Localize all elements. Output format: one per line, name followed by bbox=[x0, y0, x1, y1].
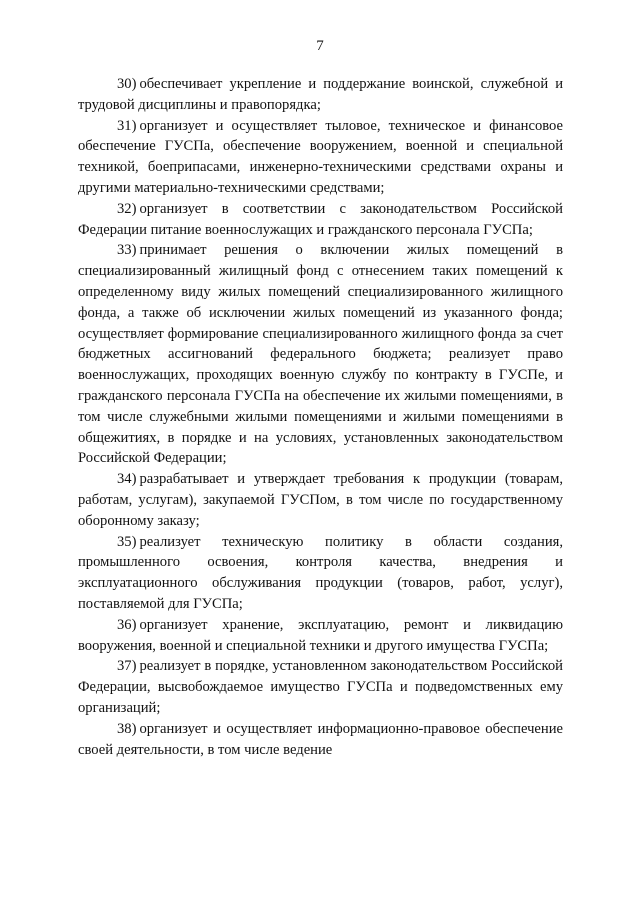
item-number: 36) bbox=[117, 616, 137, 633]
list-item-34 bbox=[78, 469, 563, 531]
item-number: 31) bbox=[117, 117, 137, 134]
item-text: разрабатывает и утверждает требования к продукции (товарам, работам, услугам), закупаемой ГУСПом, в том числе по государственному оборонному заказу; bbox=[78, 471, 563, 529]
item-number: 34) bbox=[117, 471, 137, 488]
item-text: реализует в порядке, установленном законодательством Российской Федерации, высвобождаемое имущество ГУСПа и подведомственных ему организаций; bbox=[78, 658, 563, 716]
item-text: организует в соответствии с законодательством Российской Федерации питание военнослужащих и гражданского персонала ГУСПа; bbox=[78, 200, 563, 238]
list-item-32 bbox=[78, 199, 563, 241]
item-text: реализует техническую политику в области создания, промышленного освоения, контроля качества, внедрения и эксплуатационного обслуживания продукции (товаров, работ, услуг), поставляемой для ГУСПа; bbox=[78, 533, 563, 612]
item-number: 32) bbox=[117, 200, 137, 217]
item-text: принимает решения о включении жилых помещений в специализированный жилищный фонд с отнесением таких помещений к определенному виду жилых помещений специализированного жилищного фонда, а также об исключении жилых помещений из указанного фонда; осуществляет формирование специализированного жилищного фонда за счет бюджетных ассигнований федерального бюджета; реализует право военнослужащих, проходящих военную службу по контракту в ГУСПе, и гражданского персонала ГУСПа на обеспечение их жилыми помещениями, в том числе служебными жилыми помещениями и жилыми помещениями в общежитиях, в порядке и на условиях, установленных законодательством Российской Федерации; bbox=[78, 242, 563, 467]
list-item-31 bbox=[78, 116, 563, 199]
item-number: 30) bbox=[117, 76, 137, 92]
page-number: 7 bbox=[316, 38, 324, 54]
list-item-35 bbox=[78, 532, 563, 615]
document-body bbox=[78, 74, 563, 760]
item-text: организует и осуществляет тыловое, техническое и финансовое обеспечение ГУСПа, обеспечение вооружением, военной и специальной техникой, боеприпасами, инженерно-техническими средствами охраны и другими материально-техническими средствами; bbox=[78, 117, 563, 196]
list-item-38 bbox=[78, 719, 563, 761]
item-number: 37) bbox=[117, 658, 137, 675]
list-item-37 bbox=[78, 656, 563, 718]
item-text: организует и осуществляет информационно-правовое обеспечение своей деятельности, в том числе ведение bbox=[78, 720, 563, 758]
list-item-36 bbox=[78, 615, 563, 657]
item-text: организует хранение, эксплуатацию, ремонт и ликвидацию вооружения, военной и специальной техники и другого имущества ГУСПа; bbox=[78, 616, 563, 654]
item-text: обеспечивает укрепление и поддержание воинской, служебной и трудовой дисциплины и правопорядка; bbox=[78, 76, 563, 113]
item-number: 38) bbox=[117, 720, 137, 737]
item-number: 33) bbox=[117, 242, 137, 259]
list-item-33 bbox=[78, 240, 563, 469]
item-number: 35) bbox=[117, 533, 137, 550]
list-item-30 bbox=[78, 74, 563, 116]
